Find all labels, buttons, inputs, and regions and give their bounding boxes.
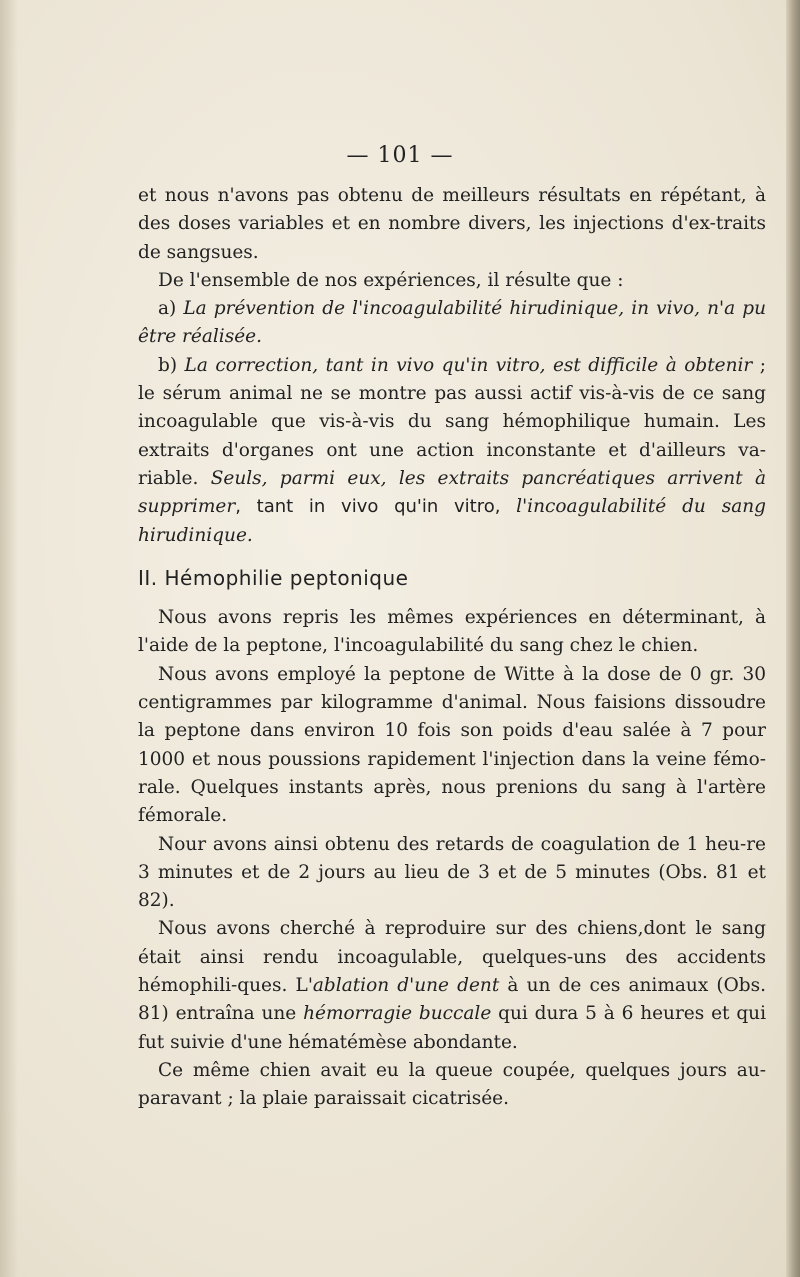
- p8-italic-2: hémorragie buccale: [303, 1003, 492, 1025]
- paragraph-a: [138, 295, 766, 352]
- item-b-italic-3: l'incoagulabilité du sang hirudinique.: [138, 496, 766, 546]
- page-left-edge: [0, 0, 18, 1277]
- paragraph-6: Nous avons employé la peptone de Witte à la dose de 0 gr. 30 centigrammes par kilogramme d'animal. Nous faisions dissoudre la peptone dans environ 10 fois son poids d'eau salée à 7 pour 1000 et nous poussions rapidement l'injection dans la veine fémo-rale. Quelques instants après, nous prenions du sang à l'artère fémorale.: [138, 663, 766, 827]
- paragraph-5: Nous avons repris les mêmes expériences en déterminant, à l'aide de la peptone, l'incoagulabilité du sang chez le chien.: [138, 607, 766, 657]
- paragraph-b: [138, 352, 766, 550]
- p8-italic-1: ablation d'une dent: [312, 975, 500, 997]
- p8-text-1: Nous avons cherché à reproduire sur des chiens,dont le sang était ainsi rendu incoagulable, quelques-uns des accidents hémophili-ques. L': [138, 918, 766, 997]
- paragraph-9: Ce même chien avait eu la queue coupée, quelques jours au-paravant ; la plaie paraissait cicatrisée.: [138, 1059, 766, 1110]
- p8-text-2: à un de ces animaux (Obs. 81) entraîna une: [138, 975, 766, 1025]
- item-b-text: ; le sérum animal ne se montre pas aussi actif vis-à-vis de ce sang incoagulable que vis-à-vis du sang hémophilique humain. Les extraits d'organes ont une action inconstante et d'ailleurs va-riable.: [138, 354, 766, 489]
- item-b-italic-2: Seuls, parmi eux, les extraits pancréatiques arrivent à supprimer: [138, 467, 767, 518]
- paragraph-7: Nour avons ainsi obtenu des retards de coagulation de 1 heu-re 3 minutes et de 2 jours au lieu de 3 et de 5 minutes (Obs. 81 et 82).: [138, 833, 766, 912]
- paragraph-1: et nous n'avons pas obtenu de meilleurs résultats en répétant, à des doses variables et en nombre divers, les injections d'ex-traits de sangsues.: [138, 185, 766, 263]
- page-number: — 101 —: [346, 143, 454, 168]
- item-a-text: La prévention de l'incoagulabilité hirudinique, in vivo, n'a pu être réalisée.: [138, 298, 766, 348]
- page-right-edge: [786, 0, 800, 1277]
- item-b-italic: La correction, tant in vivo qu'in vitro, est difficile à obtenir: [184, 354, 753, 376]
- paragraph-2: De l'ensemble de nos expériences, il résulte que :: [158, 269, 624, 291]
- item-letter-b: b): [158, 354, 178, 376]
- body-text: [138, 182, 766, 1114]
- p8-text-3: qui dura 5 à 6 heures et qui fut suivie d'une hématémèse abondante.: [138, 1003, 766, 1053]
- paragraph-8: [138, 915, 766, 1056]
- section-title: II. Hémophilie peptonique: [138, 565, 409, 590]
- item-b-sans: , tant in vivo qu'in vitro,: [235, 496, 517, 518]
- item-letter-a: a): [158, 298, 177, 320]
